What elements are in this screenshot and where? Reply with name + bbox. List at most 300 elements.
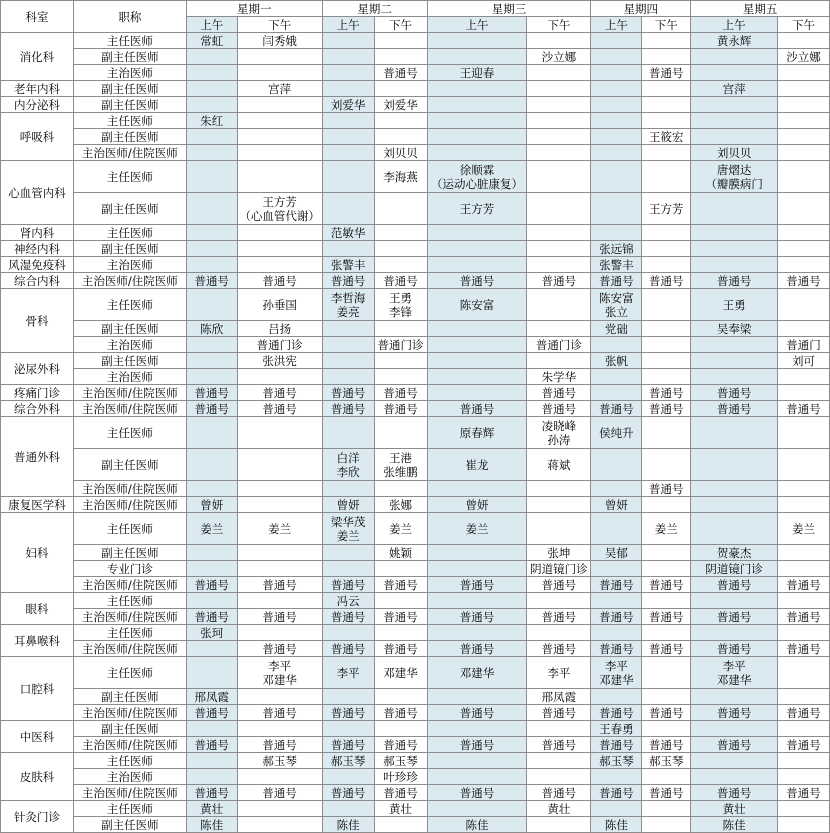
schedule-cell: 普通号 <box>186 737 237 753</box>
schedule-cell: 陈欣 <box>186 321 237 337</box>
schedule-cell: 普通号 <box>778 577 830 593</box>
department-cell: 眼科 <box>1 593 74 625</box>
schedule-cell: 冯云 <box>322 593 374 609</box>
schedule-cell <box>186 561 237 577</box>
schedule-cell: 普通号 <box>527 385 591 401</box>
table-row <box>1 289 830 321</box>
schedule-cell: 李平 邓建华 <box>691 657 778 689</box>
schedule-cell <box>186 225 237 241</box>
schedule-cell <box>591 625 642 641</box>
schedule-cell: 唐熠达 （瓣膜病门 <box>691 161 778 193</box>
schedule-cell <box>527 593 591 609</box>
schedule-cell <box>186 97 237 113</box>
schedule-cell: 普通号 <box>374 737 427 753</box>
schedule-cell: 普通号 <box>427 705 527 721</box>
schedule-cell: 普通号 <box>427 641 527 657</box>
schedule-cell: 姜兰 <box>427 513 527 545</box>
table-row <box>1 33 830 49</box>
schedule-cell: 孙垂国 <box>237 289 322 321</box>
am-header: 上午 <box>591 17 642 33</box>
title-cell: 主任医师 <box>73 657 186 689</box>
schedule-cell <box>427 689 527 705</box>
schedule-cell <box>527 145 591 161</box>
schedule-cell: 范敏华 <box>322 225 374 241</box>
table-row <box>1 65 830 81</box>
schedule-cell <box>591 113 642 129</box>
schedule-cell <box>322 161 374 193</box>
department-cell: 骨科 <box>1 289 74 353</box>
schedule-cell: 普通号 <box>374 401 427 417</box>
table-row <box>1 561 830 577</box>
title-cell: 副主任医师 <box>73 49 186 65</box>
schedule-body <box>1 1 830 833</box>
department-cell: 综合内科 <box>1 273 74 289</box>
table-row <box>1 705 830 721</box>
schedule-cell: 吴郁 <box>591 545 642 561</box>
schedule-cell: 张帆 <box>591 353 642 369</box>
schedule-cell: 黄壮 <box>374 801 427 817</box>
schedule-cell <box>374 561 427 577</box>
schedule-cell: 刘贝贝 <box>374 145 427 161</box>
table-row <box>1 369 830 385</box>
title-cell: 主治医师/住院医师 <box>73 401 186 417</box>
title-cell: 主治医师/住院医师 <box>73 145 186 161</box>
schedule-cell: 普通号 <box>186 705 237 721</box>
table-row <box>1 145 830 161</box>
title-cell: 主任医师 <box>73 753 186 769</box>
schedule-cell <box>374 257 427 273</box>
schedule-cell <box>691 337 778 353</box>
schedule-cell: 普通号 <box>691 401 778 417</box>
schedule-cell <box>691 65 778 81</box>
schedule-cell <box>322 369 374 385</box>
schedule-cell <box>186 657 237 689</box>
department-cell: 呼吸科 <box>1 113 74 161</box>
schedule-cell <box>691 49 778 65</box>
title-cell: 主治医师 <box>73 369 186 385</box>
schedule-cell <box>427 753 527 769</box>
title-cell: 主治医师/住院医师 <box>73 577 186 593</box>
schedule-cell <box>642 817 691 833</box>
schedule-cell: 陈佳 <box>691 817 778 833</box>
schedule-cell <box>186 257 237 273</box>
schedule-cell <box>186 721 237 737</box>
schedule-cell: 普通号 <box>374 273 427 289</box>
schedule-cell: 原春辉 <box>427 417 527 449</box>
schedule-cell <box>591 449 642 481</box>
schedule-cell <box>322 321 374 337</box>
department-cell: 心血管内科 <box>1 161 74 225</box>
schedule-cell <box>427 225 527 241</box>
schedule-cell: 普通号 <box>642 705 691 721</box>
schedule-cell <box>322 769 374 785</box>
schedule-cell <box>237 593 322 609</box>
schedule-cell <box>186 49 237 65</box>
am-header: 上午 <box>691 17 778 33</box>
schedule-cell <box>778 753 830 769</box>
schedule-cell: 刘爱华 <box>322 97 374 113</box>
schedule-cell <box>642 689 691 705</box>
table-row <box>1 513 830 545</box>
title-cell: 主治医师 <box>73 337 186 353</box>
schedule-cell: 普通号 <box>642 577 691 593</box>
schedule-cell: 姚颖 <box>374 545 427 561</box>
table-row <box>1 769 830 785</box>
schedule-cell <box>527 257 591 273</box>
schedule-cell: 普通号 <box>527 577 591 593</box>
schedule-cell: 郝玉琴 <box>591 753 642 769</box>
schedule-cell <box>691 513 778 545</box>
schedule-cell: 普通号 <box>237 737 322 753</box>
schedule-cell <box>237 257 322 273</box>
schedule-cell: 普通号 <box>322 273 374 289</box>
schedule-cell <box>322 113 374 129</box>
schedule-cell: 王勇 <box>691 289 778 321</box>
schedule-cell: 阴道镜门诊 <box>691 561 778 577</box>
schedule-cell <box>591 193 642 225</box>
schedule-cell: 朱红 <box>186 113 237 129</box>
schedule-cell <box>527 769 591 785</box>
table-row <box>1 241 830 257</box>
schedule-cell: 姜兰 <box>642 513 691 545</box>
schedule-cell <box>237 161 322 193</box>
table-row <box>1 801 830 817</box>
title-cell: 主治医师 <box>73 257 186 273</box>
schedule-cell <box>237 417 322 449</box>
pm-header: 下午 <box>237 17 322 33</box>
schedule-cell <box>778 241 830 257</box>
schedule-cell: 普通号 <box>642 609 691 625</box>
schedule-cell <box>186 193 237 225</box>
schedule-cell <box>237 817 322 833</box>
schedule-cell <box>778 769 830 785</box>
schedule-cell <box>322 129 374 145</box>
schedule-cell <box>591 385 642 401</box>
schedule-cell: 普通号 <box>427 577 527 593</box>
title-cell: 主治医师/住院医师 <box>73 385 186 401</box>
schedule-cell <box>642 225 691 241</box>
schedule-cell <box>527 97 591 113</box>
schedule-cell: 普通号 <box>427 609 527 625</box>
schedule-cell: 普通号 <box>591 785 642 801</box>
table-row <box>1 321 830 337</box>
schedule-cell <box>691 417 778 449</box>
title-cell: 主治医师/住院医师 <box>73 497 186 513</box>
schedule-cell <box>778 545 830 561</box>
schedule-cell: 李平 <box>527 657 591 689</box>
schedule-cell: 贺豪杰 <box>691 545 778 561</box>
schedule-cell: 曾妍 <box>591 497 642 513</box>
schedule-cell <box>591 145 642 161</box>
schedule-cell <box>591 81 642 97</box>
table-row <box>1 193 830 225</box>
schedule-cell: 普通号 <box>642 737 691 753</box>
schedule-cell <box>778 481 830 497</box>
title-cell: 副主任医师 <box>73 97 186 113</box>
schedule-cell <box>186 417 237 449</box>
department-cell: 疼痛门诊 <box>1 385 74 401</box>
schedule-cell: 张远锦 <box>591 241 642 257</box>
title-cell: 主治医师/住院医师 <box>73 737 186 753</box>
schedule-cell <box>691 497 778 513</box>
schedule-cell <box>778 81 830 97</box>
schedule-cell <box>237 241 322 257</box>
schedule-cell <box>778 417 830 449</box>
schedule-cell <box>778 257 830 273</box>
schedule-cell: 普通号 <box>237 385 322 401</box>
schedule-cell: 邢凤霞 <box>527 689 591 705</box>
schedule-cell: 姜兰 <box>237 513 322 545</box>
schedule-cell: 普通号 <box>642 401 691 417</box>
schedule-cell <box>237 145 322 161</box>
schedule-cell: 沙立娜 <box>778 49 830 65</box>
department-cell: 泌尿外科 <box>1 353 74 385</box>
schedule-cell: 王勇 李锋 <box>374 289 427 321</box>
schedule-cell <box>374 321 427 337</box>
schedule-cell: 普通门诊 <box>527 337 591 353</box>
table-row <box>1 401 830 417</box>
schedule-cell: 郝玉琴 <box>237 753 322 769</box>
schedule-cell: 朱学华 <box>527 369 591 385</box>
department-cell: 中医科 <box>1 721 74 753</box>
schedule-cell <box>237 369 322 385</box>
schedule-cell: 邓建华 <box>374 657 427 689</box>
schedule-cell: 普通号 <box>322 705 374 721</box>
schedule-cell <box>778 817 830 833</box>
schedule-cell <box>374 689 427 705</box>
schedule-cell <box>691 113 778 129</box>
day-header: 星期一 <box>186 1 322 17</box>
title-cell: 主任医师 <box>73 225 186 241</box>
schedule-cell <box>591 561 642 577</box>
title-cell: 主任医师 <box>73 417 186 449</box>
schedule-cell <box>237 113 322 129</box>
schedule-cell: 普通号 <box>778 737 830 753</box>
schedule-cell: 普通号 <box>778 785 830 801</box>
title-cell: 主治医师/住院医师 <box>73 641 186 657</box>
table-row <box>1 353 830 369</box>
table-row <box>1 753 830 769</box>
title-cell: 主任医师 <box>73 289 186 321</box>
day-header: 星期五 <box>691 1 830 17</box>
table-row <box>1 337 830 353</box>
schedule-cell: 侯纯升 <box>591 417 642 449</box>
schedule-cell <box>427 353 527 369</box>
schedule-cell: 普通号 <box>322 385 374 401</box>
department-cell: 老年内科 <box>1 81 74 97</box>
schedule-cell <box>527 225 591 241</box>
department-cell: 消化科 <box>1 33 74 81</box>
schedule-cell <box>642 353 691 369</box>
schedule-cell <box>237 625 322 641</box>
schedule-cell: 李平 <box>322 657 374 689</box>
schedule-cell: 普通号 <box>427 401 527 417</box>
title-cell: 副主任医师 <box>73 353 186 369</box>
schedule-cell: 普通号 <box>237 273 322 289</box>
schedule-cell: 普通号 <box>322 609 374 625</box>
schedule-cell <box>642 49 691 65</box>
schedule-cell: 吕扬 <box>237 321 322 337</box>
schedule-cell: 普通号 <box>591 705 642 721</box>
schedule-cell <box>778 385 830 401</box>
schedule-cell: 郝玉琴 <box>374 753 427 769</box>
table-row <box>1 737 830 753</box>
schedule-cell: 普通号 <box>691 609 778 625</box>
schedule-cell: 崔龙 <box>427 449 527 481</box>
schedule-cell: 陈安富 张立 <box>591 289 642 321</box>
am-header: 上午 <box>186 17 237 33</box>
schedule-cell <box>427 625 527 641</box>
schedule-cell: 普通号 <box>691 785 778 801</box>
schedule-cell: 普通号 <box>591 273 642 289</box>
schedule-cell: 李哲海 姜亮 <box>322 289 374 321</box>
table-row <box>1 385 830 401</box>
schedule-cell: 郝玉琴 <box>322 753 374 769</box>
schedule-cell <box>427 113 527 129</box>
schedule-cell: 叶珍珍 <box>374 769 427 785</box>
schedule-cell: 陈安富 <box>427 289 527 321</box>
am-header: 上午 <box>322 17 374 33</box>
schedule-cell <box>591 481 642 497</box>
schedule-cell <box>778 193 830 225</box>
table-row <box>1 609 830 625</box>
schedule-cell <box>642 33 691 49</box>
dept-column-header: 科室 <box>1 1 74 33</box>
schedule-cell <box>322 561 374 577</box>
title-cell: 副主任医师 <box>73 129 186 145</box>
schedule-cell <box>186 337 237 353</box>
schedule-cell: 普通门诊 <box>374 337 427 353</box>
schedule-cell <box>427 97 527 113</box>
schedule-cell <box>186 593 237 609</box>
schedule-cell: 普通号 <box>642 785 691 801</box>
schedule-cell <box>237 129 322 145</box>
schedule-cell <box>237 225 322 241</box>
schedule-cell <box>322 689 374 705</box>
table-row <box>1 593 830 609</box>
schedule-cell <box>527 193 591 225</box>
day-header: 星期四 <box>591 1 691 17</box>
department-cell: 风湿免疫科 <box>1 257 74 273</box>
table-row <box>1 625 830 641</box>
pm-header: 下午 <box>374 17 427 33</box>
schedule-cell: 普通号 <box>374 641 427 657</box>
schedule-cell: 王方芳 （心血管代谢） <box>237 193 322 225</box>
schedule-cell: 曾妍 <box>427 497 527 513</box>
table-row <box>1 257 830 273</box>
department-cell: 综合外科 <box>1 401 74 417</box>
schedule-cell <box>778 113 830 129</box>
schedule-cell: 姜兰 <box>186 513 237 545</box>
schedule-cell: 普通号 <box>322 785 374 801</box>
schedule-cell: 普通号 <box>237 785 322 801</box>
schedule-cell <box>591 49 642 65</box>
schedule-cell <box>374 353 427 369</box>
schedule-cell: 普通号 <box>186 273 237 289</box>
schedule-cell: 普通号 <box>374 785 427 801</box>
schedule-cell <box>691 753 778 769</box>
schedule-cell <box>237 769 322 785</box>
schedule-cell <box>778 801 830 817</box>
schedule-cell: 黄永辉 <box>691 33 778 49</box>
schedule-cell <box>186 481 237 497</box>
schedule-cell <box>374 193 427 225</box>
schedule-cell <box>778 97 830 113</box>
table-row <box>1 785 830 801</box>
schedule-cell <box>322 337 374 353</box>
schedule-cell: 普通号 <box>691 641 778 657</box>
schedule-cell: 张警丰 <box>322 257 374 273</box>
schedule-cell <box>691 625 778 641</box>
schedule-cell <box>527 81 591 97</box>
schedule-cell <box>642 289 691 321</box>
schedule-cell <box>322 721 374 737</box>
schedule-cell <box>322 801 374 817</box>
schedule-cell <box>778 289 830 321</box>
schedule-cell <box>642 241 691 257</box>
title-cell: 主任医师 <box>73 33 186 49</box>
schedule-cell: 普通号 <box>642 65 691 81</box>
schedule-cell: 王春勇 <box>591 721 642 737</box>
table-row <box>1 497 830 513</box>
schedule-cell: 普通号 <box>591 577 642 593</box>
schedule-cell: 普通号 <box>322 577 374 593</box>
schedule-cell: 普通号 <box>374 577 427 593</box>
schedule-cell: 普通号 <box>527 785 591 801</box>
schedule-cell: 普通号 <box>237 609 322 625</box>
schedule-cell <box>427 257 527 273</box>
schedule-cell <box>778 321 830 337</box>
table-row <box>1 161 830 193</box>
schedule-cell <box>691 193 778 225</box>
schedule-cell: 普通号 <box>237 577 322 593</box>
schedule-cell: 普通号 <box>642 385 691 401</box>
schedule-cell <box>427 481 527 497</box>
title-cell: 主任医师 <box>73 513 186 545</box>
table-row <box>1 417 830 449</box>
schedule-cell <box>427 769 527 785</box>
schedule-cell: 李海燕 <box>374 161 427 193</box>
table-row <box>1 689 830 705</box>
schedule-cell <box>778 721 830 737</box>
table-row <box>1 817 830 833</box>
schedule-cell: 普通号 <box>691 385 778 401</box>
schedule-cell <box>527 321 591 337</box>
schedule-cell: 普通号 <box>427 785 527 801</box>
schedule-cell: 普通号 <box>527 641 591 657</box>
schedule-cell: 普通号 <box>691 705 778 721</box>
schedule-cell: 普通号 <box>374 705 427 721</box>
schedule-cell <box>237 561 322 577</box>
schedule-cell <box>374 625 427 641</box>
schedule-cell <box>691 369 778 385</box>
schedule-cell <box>778 689 830 705</box>
schedule-cell <box>691 97 778 113</box>
table-row <box>1 449 830 481</box>
schedule-cell: 普通号 <box>642 481 691 497</box>
schedule-cell: 阴道镜门诊 <box>527 561 591 577</box>
title-cell: 副主任医师 <box>73 449 186 481</box>
schedule-cell: 蒋斌 <box>527 449 591 481</box>
schedule-cell <box>527 33 591 49</box>
schedule-cell <box>186 65 237 81</box>
schedule-cell <box>778 225 830 241</box>
schedule-cell <box>427 593 527 609</box>
schedule-cell <box>374 225 427 241</box>
header-row-days <box>1 1 830 17</box>
schedule-cell: 普通号 <box>778 705 830 721</box>
schedule-cell <box>642 657 691 689</box>
